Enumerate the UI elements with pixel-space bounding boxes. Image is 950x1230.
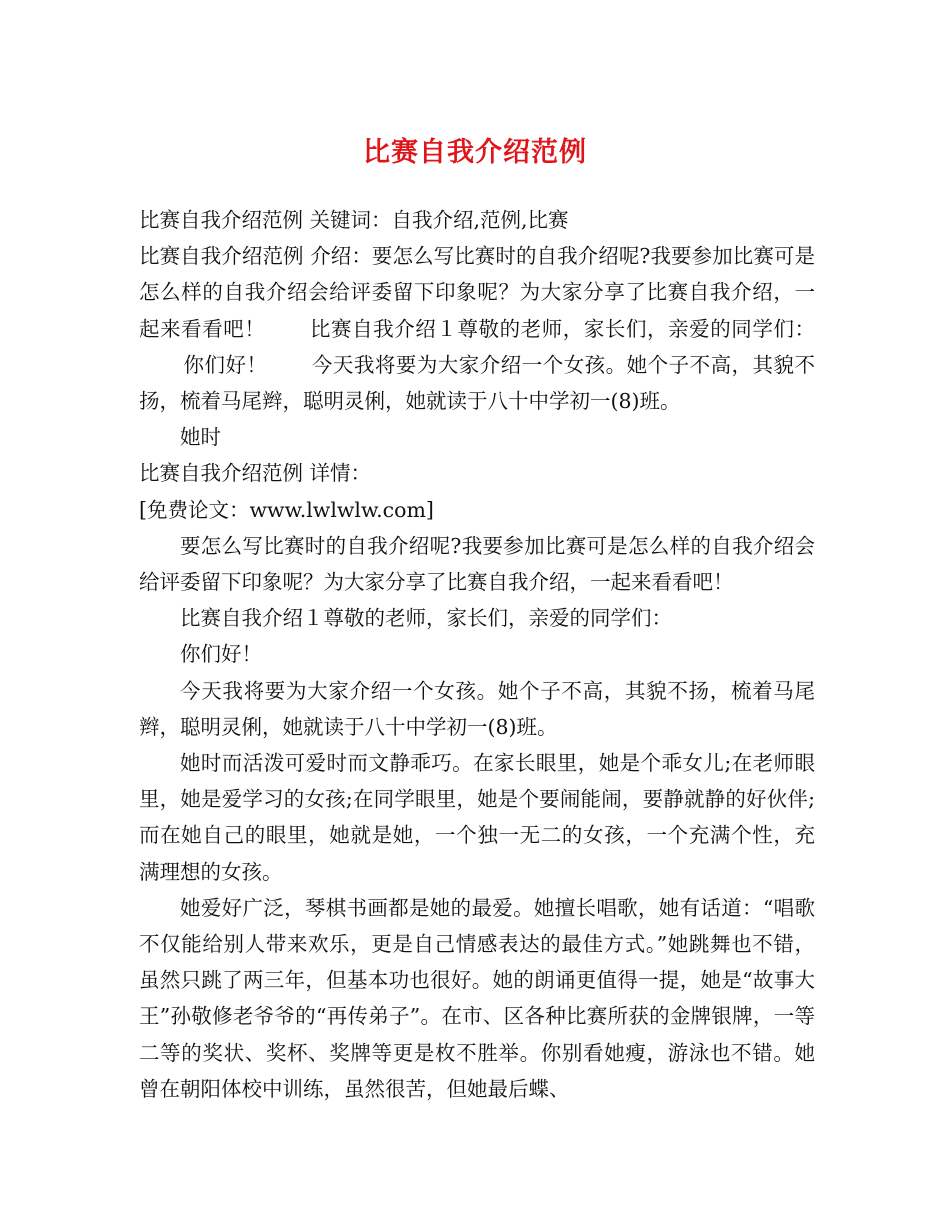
summary-paragraph bbox=[139, 238, 815, 419]
body-paragraph: 她爱好广泛，琴棋书画都是她的最爱。她擅长唱歌，她有话道：“唱歌不仅能给别人带来欢乐，更是自己情感表达的最佳方式。”她跳舞也不错，虽然只跳了两三年，但基本功也很好。她的朗诵更值得一提，她是“故事大王”孙敬修老爷爷的“再传弟子”。在市、区各种比赛所获的金牌银牌，一等二等的奖状、奖杯、奖牌等更是枚不胜举。你别看她瘦，游泳也不错。她曾在朝阳体校中训练，虽然很苦，但她最后蝶、 bbox=[139, 895, 815, 1101]
body-paragraph: 要怎么写比赛时的自我介绍呢?我要参加比赛可是怎么样的自我介绍会给评委留下印象呢？为大家分享了比赛自我介绍，一起来看看吧！ bbox=[139, 533, 815, 595]
document-title: 比赛自我介绍范例 bbox=[363, 137, 587, 168]
body-paragraph: 她时而活泼可爱时而文静乖巧。在家长眼里，她是个乖女儿;在老师眼里，她是爱学习的女孩;在同学眼里，她是个要闹能闹，要静就静的好伙伴;而在她自己的眼里，她就是她，一个独一无二的女孩，一个充满个性，充满理想的女孩。 bbox=[139, 751, 815, 884]
summary-intro: 比赛自我介绍范例 介绍：要怎么写比赛时的自我介绍呢?我要参加比赛可是怎么样的自我介绍会给评委留下印象呢？为大家分享了比赛自我介绍，一起来看看吧！ bbox=[139, 244, 815, 341]
summary-greeting: 比赛自我介绍１尊敬的老师，家长们，亲爱的同学们： bbox=[309, 316, 816, 341]
body-paragraph: 比赛自我介绍１尊敬的老师，家长们，亲爱的同学们： bbox=[180, 606, 672, 631]
body-paragraph: 你们好！ bbox=[180, 642, 262, 667]
source-link: [免费论文：www.lwlwlw.com] bbox=[139, 497, 434, 522]
body-paragraph: 今天我将要为大家介绍一个女孩。她个子不高，其貌不扬，梳着马尾辫，聪明灵俐，她就读于八十中学初一(8)班。 bbox=[139, 678, 815, 739]
summary-tail: 她时 bbox=[180, 425, 221, 450]
summary-description: 今天我将要为大家介绍一个女孩。她个子不高，其貌不扬，梳着马尾辫，聪明灵俐，她就读于八十中学初一(8)班。 bbox=[139, 352, 816, 414]
keywords-line: 比赛自我介绍范例 关键词：自我介绍,范例,比赛 bbox=[139, 208, 569, 232]
document-body bbox=[139, 202, 815, 1107]
details-label: 比赛自我介绍范例 详情： bbox=[139, 461, 372, 486]
summary-hello: 你们好！ bbox=[183, 352, 268, 377]
